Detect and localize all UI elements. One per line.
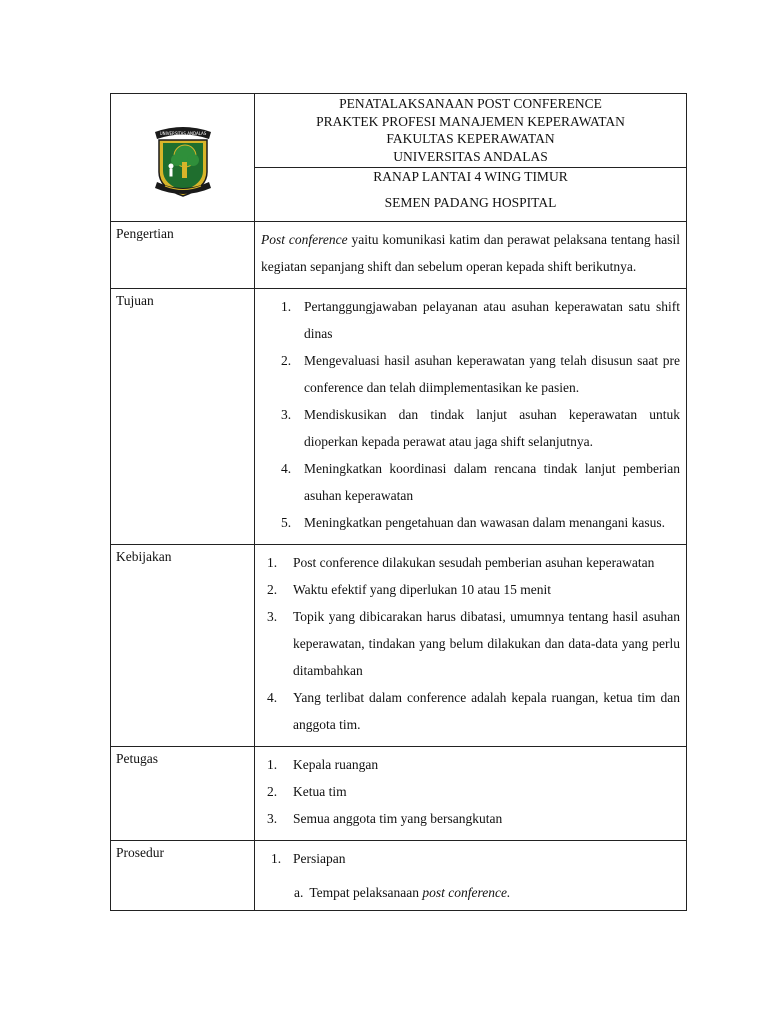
header-title-line-3: FAKULTAS KEPERAWATAN (386, 131, 555, 146)
logo-cell (111, 94, 255, 222)
row-pengertian (111, 222, 687, 289)
list-item: 1. Persiapan (271, 851, 346, 866)
body-prosedur (255, 841, 687, 911)
body-kebijakan (255, 545, 687, 747)
list-item: 4. Meningkatkan koordinasi dalam rencana tindak lanjut pemberian asuhan keperawatan (281, 461, 680, 503)
list-item: 3. Semua anggota tim yang bersangkutan (267, 811, 503, 826)
tujuan-list (261, 293, 680, 536)
pengertian-text: yaitu komunikasi katim dan perawat pelaksana tentang hasil kegiatan sepanjang shift dan sebelum operan kepada shift berikutnya. (261, 232, 680, 274)
list-item: 4. Yang terlibat dalam conference adalah kepala ruangan, ketua tim dan anggota tim. (267, 690, 680, 732)
pengertian-term: Post conference (261, 232, 348, 247)
document-page (110, 93, 686, 911)
header-title-line-4: UNIVERSITAS ANDALAS (393, 148, 548, 164)
label-tujuan: Tujuan (111, 289, 255, 545)
prosedur-list (261, 845, 680, 872)
prosedur-subitem: a. Tempat pelaksanaan post conference. (294, 885, 511, 900)
body-tujuan (255, 289, 687, 545)
kebijakan-list (261, 549, 680, 738)
body-pengertian (255, 222, 687, 289)
list-item: 1. Post conference dilakukan sesudah pemberian asuhan keperawatan (267, 555, 655, 570)
emblem-tree-trunk (182, 162, 187, 178)
row-petugas (111, 747, 687, 841)
row-prosedur (111, 841, 687, 911)
header-title-cell (255, 94, 687, 168)
row-kebijakan (111, 545, 687, 747)
header-row (111, 94, 687, 168)
label-petugas: Petugas (111, 747, 255, 841)
list-item: 1. Kepala ruangan (267, 757, 379, 772)
list-item: 2. Waktu efektif yang diperlukan 10 atau 15 menit (267, 582, 551, 597)
body-petugas (255, 747, 687, 841)
list-item: 2. Ketua tim (267, 784, 347, 799)
emblem-top-text: UNIVERSITAS ANDALAS (159, 130, 206, 136)
header-hospital-line: SEMEN PADANG HOSPITAL (384, 194, 557, 210)
university-emblem-icon (151, 122, 215, 200)
label-kebijakan: Kebijakan (111, 545, 255, 747)
header-unit-line: RANAP LANTAI 4 WING TIMUR (373, 169, 568, 184)
petugas-list (261, 751, 680, 832)
list-item: 3. Mendiskusikan dan tindak lanjut asuhan keperawatan untuk dioperkan kepada perawat atau jaga shift selanjutnya. (281, 407, 680, 449)
label-prosedur: Prosedur (111, 841, 255, 911)
sop-table (110, 93, 687, 911)
list-item: 3. Topik yang dibicarakan harus dibatasi, umumnya tentang hasil asuhan keperawatan, tindakan yang belum dilakukan dan data-data yang perlu ditambahkan (267, 609, 680, 678)
header-unit-cell (255, 168, 687, 222)
header-title-line-2: PRAKTEK PROFESI MANAJEMEN KEPERAWATAN (316, 113, 625, 129)
row-tujuan (111, 289, 687, 545)
list-item: 5. Meningkatkan pengetahuan dan wawasan dalam menangani kasus. (281, 515, 666, 530)
label-pengertian: Pengertian (111, 222, 255, 289)
list-item: 2. Mengevaluasi hasil asuhan keperawatan yang telah disusun saat pre conference dan telah diimplementasikan ke pasien. (281, 353, 680, 395)
header-title-line-1: PENATALAKSANAAN POST CONFERENCE (339, 96, 602, 111)
logo (111, 114, 254, 202)
list-item: 1. Pertanggungjawaban pelayanan atau asuhan keperawatan satu shift dinas (281, 299, 680, 341)
